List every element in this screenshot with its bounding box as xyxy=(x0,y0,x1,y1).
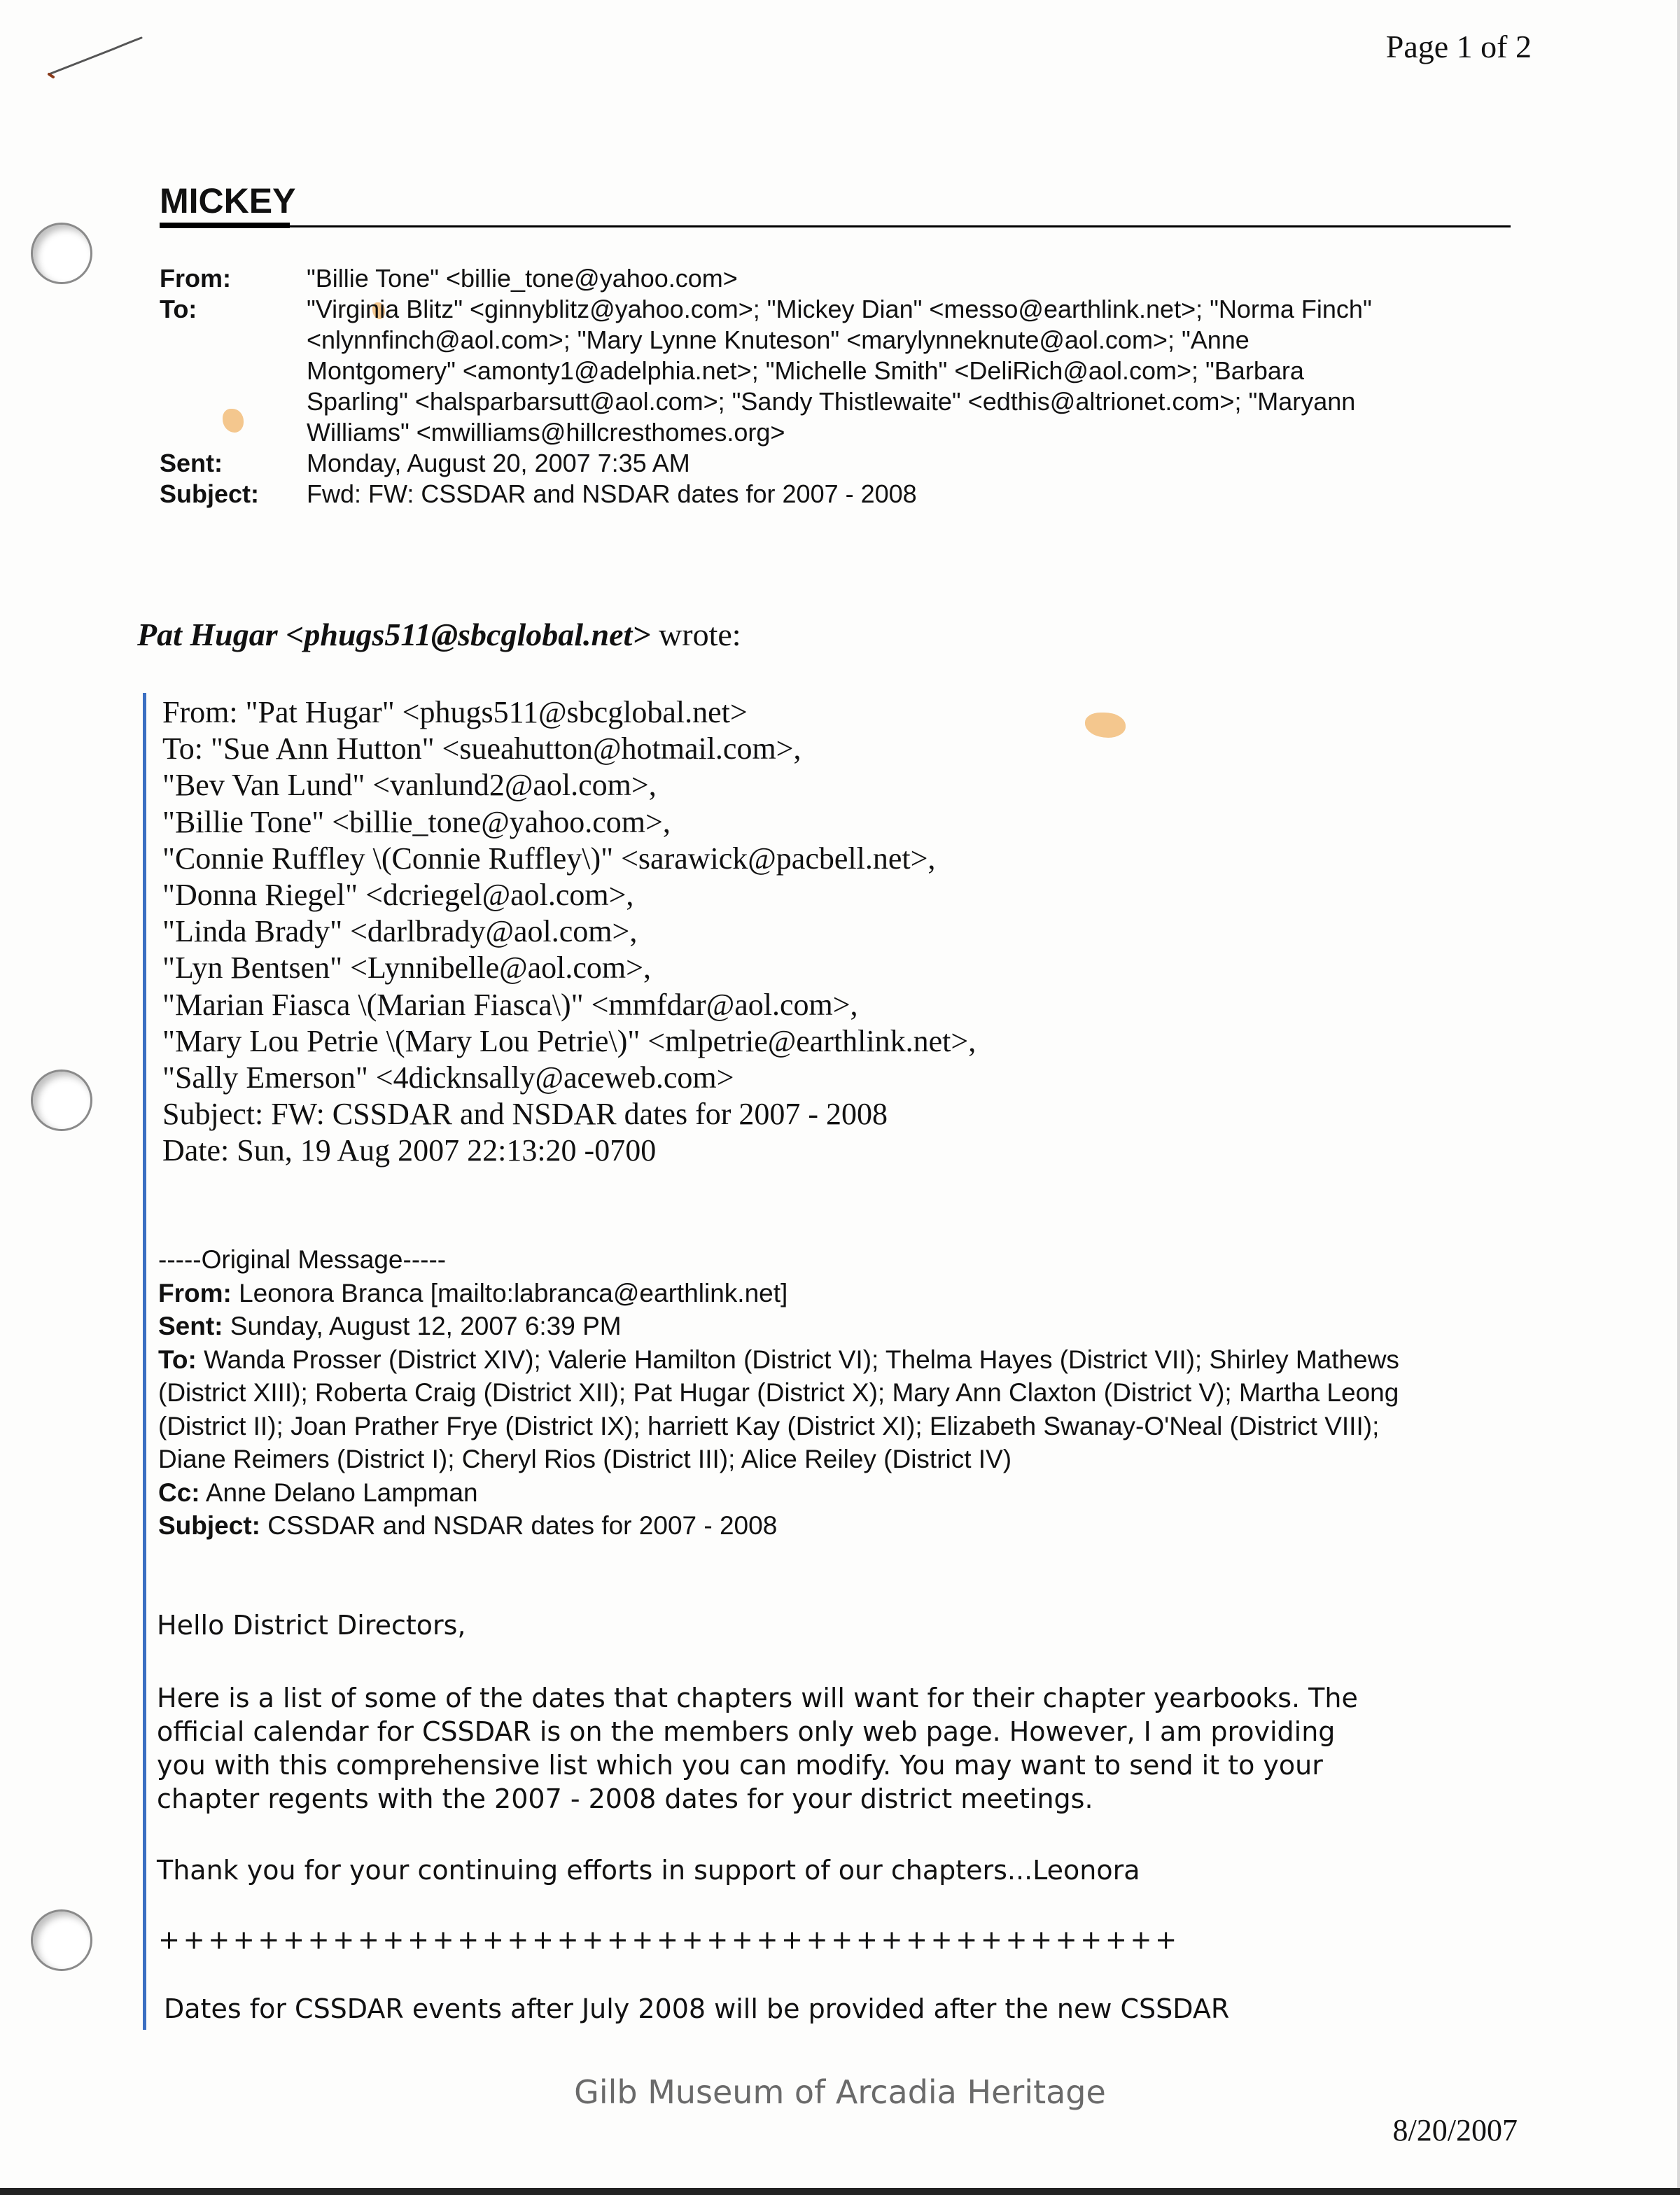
original-to-row xyxy=(158,1343,1418,1476)
forwarded-headers xyxy=(162,694,976,1170)
original-sent-label: Sent: xyxy=(158,1312,223,1340)
stain-mark xyxy=(1085,713,1126,738)
wrote-suffix: wrote: xyxy=(650,617,741,652)
quote-bar xyxy=(143,693,146,2030)
original-to-label: To: xyxy=(158,1345,197,1374)
header-to-line: Sparling" <halsparbarsutt@aol.com>; "Sandy Thistlewaite" <edthis@altrionet.com>; "Maryann xyxy=(307,387,1356,416)
forwarded-line: "Mary Lou Petrie \(Mary Lou Petrie\)" <mlpetrie@earthlink.net>, xyxy=(162,1023,976,1058)
header-sent-value: Monday, August 20, 2007 7:35 AM xyxy=(307,449,690,477)
original-to-value: Wanda Prosser (District XIV); Valerie Hamilton (District VI); Thelma Hayes (District VII); Shirley Mathews (District XIII); Roberta Craig (District XII); Pat Hugar (District X); Mary Ann Claxton (District V); Martha Leong (District II); Joan Prather Frye (District IX); harriett Kay (District XI); Elizabeth Swanay-O'Neal (District VIII); Diane Reimers (District I); Cheryl Rios (District III); Alice Reiley (District IV) xyxy=(158,1345,1399,1473)
header-sent-row xyxy=(160,448,1490,479)
header-subject-label: Subject: xyxy=(160,479,260,508)
header-divider-accent xyxy=(160,223,290,228)
punch-hole-top xyxy=(31,223,92,284)
original-subject-label: Subject: xyxy=(158,1511,260,1540)
plus-separator: +++++++++++++++++++++++++++++++++++++++++ xyxy=(158,1925,1180,1955)
forwarded-line: "Bev Van Lund" <vanlund2@aol.com>, xyxy=(162,768,657,803)
forwarded-line: "Sally Emerson" <4dicknsally@aceweb.com> xyxy=(162,1060,734,1095)
header-from-row xyxy=(160,263,1490,294)
forwarded-line: "Linda Brady" <darlbrady@aol.com>, xyxy=(162,914,638,949)
original-cc-row xyxy=(158,1476,1418,1510)
original-message-separator: -----Original Message----- xyxy=(158,1245,447,1274)
forwarded-line: From: "Pat Hugar" <phugs511@sbcglobal.net> xyxy=(162,695,748,729)
original-from-value: Leonora Branca [mailto:labranca@earthlink.net] xyxy=(239,1278,788,1307)
header-to-label: To: xyxy=(160,295,197,323)
original-sent-row xyxy=(158,1310,1418,1343)
body-line: you with this comprehensive list which you can modify. You may want to send it to your xyxy=(157,1750,1323,1781)
museum-watermark: Gilb Museum of Arcadia Heritage xyxy=(574,2073,1106,2111)
scan-edge xyxy=(1677,0,1680,2195)
header-sent-label: Sent: xyxy=(160,449,223,477)
header-subject-value: Fwd: FW: CSSDAR and NSDAR dates for 2007 - 2008 xyxy=(307,479,917,508)
header-from-value: "Billie Tone" <billie_tone@yahoo.com> xyxy=(307,264,738,293)
forwarded-line: "Connie Ruffley \(Connie Ruffley\)" <sarawick@pacbell.net>, xyxy=(162,841,936,876)
original-from-label: From: xyxy=(158,1278,232,1307)
punch-hole-middle xyxy=(31,1070,92,1131)
forwarded-line: Date: Sun, 19 Aug 2007 22:13:20 -0700 xyxy=(162,1133,657,1168)
original-sent-value: Sunday, August 12, 2007 6:39 PM xyxy=(230,1312,622,1340)
forwarded-line: "Marian Fiasca \(Marian Fiasca\)" <mmfdar@aol.com>, xyxy=(162,987,858,1022)
greeting: Hello District Directors, xyxy=(157,1610,466,1641)
header-from-label: From: xyxy=(160,264,231,293)
header-to-line: Montgomery" <amonty1@adelphia.net>; "Michelle Smith" <DeliRich@aol.com>; "Barbara xyxy=(307,356,1304,385)
body-paragraph xyxy=(157,1681,1431,1816)
header-to-value xyxy=(307,294,1490,448)
page-number: Page 1 of 2 xyxy=(1385,29,1532,64)
pen-mark xyxy=(46,34,144,83)
original-cc-label: Cc: xyxy=(158,1478,200,1507)
forwarded-line: Subject: FW: CSSDAR and NSDAR dates for 2007 - 2008 xyxy=(162,1097,888,1132)
forwarded-line: "Lyn Bentsen" <Lynnibelle@aol.com>, xyxy=(162,951,651,986)
forwarded-line: To: "Sue Ann Hutton" <sueahutton@hotmail.com>, xyxy=(162,731,802,766)
original-from-row xyxy=(158,1277,1418,1310)
header-to-line: <nlynnfinch@aol.com>; "Mary Lynne Knuteson" <marylynneknute@aol.com>; "Anne xyxy=(307,325,1250,354)
original-cc-value: Anne Delano Lampman xyxy=(205,1478,478,1507)
punch-hole-bottom xyxy=(31,1909,92,1971)
header-to-line: Williams" <mwilliams@hillcresthomes.org> xyxy=(307,418,785,447)
original-subject-row xyxy=(158,1509,1418,1543)
forwarded-line: "Billie Tone" <billie_tone@yahoo.com>, xyxy=(162,804,671,839)
wrote-line xyxy=(137,616,741,653)
header-subject-row xyxy=(160,479,1490,510)
header-to-row xyxy=(160,294,1490,448)
original-subject-value: CSSDAR and NSDAR dates for 2007 - 2008 xyxy=(267,1511,778,1540)
recipient-heading: MICKEY xyxy=(160,181,296,220)
header-divider xyxy=(160,225,1511,227)
body-line: official calendar for CSSDAR is on the members only web page. However, I am providing xyxy=(157,1716,1336,1747)
header-to-line: "Virginia Blitz" <ginnyblitz@yahoo.com>; "Mickey Dian" <messo@earthlink.net>; "Norma Finch" xyxy=(307,295,1372,323)
thanks-line: Thank you for your continuing efforts in support of our chapters...Leonora xyxy=(157,1855,1140,1886)
dates-note: Dates for CSSDAR events after July 2008 will be provided after the new CSSDAR xyxy=(164,1993,1230,2024)
body-line: chapter regents with the 2007 - 2008 dates for your district meetings. xyxy=(157,1783,1093,1814)
scan-bottom-edge xyxy=(0,2188,1680,2195)
wrote-author: Pat Hugar <phugs511@sbcglobal.net> xyxy=(137,617,651,652)
body-line: Here is a list of some of the dates that chapters will want for their chapter yearbooks. The xyxy=(157,1683,1358,1713)
original-message-headers xyxy=(158,1243,1418,1543)
forwarded-line: "Donna Riegel" <dcriegel@aol.com>, xyxy=(162,878,634,913)
print-date: 8/20/2007 xyxy=(1392,2113,1518,2147)
email-header xyxy=(160,263,1490,510)
